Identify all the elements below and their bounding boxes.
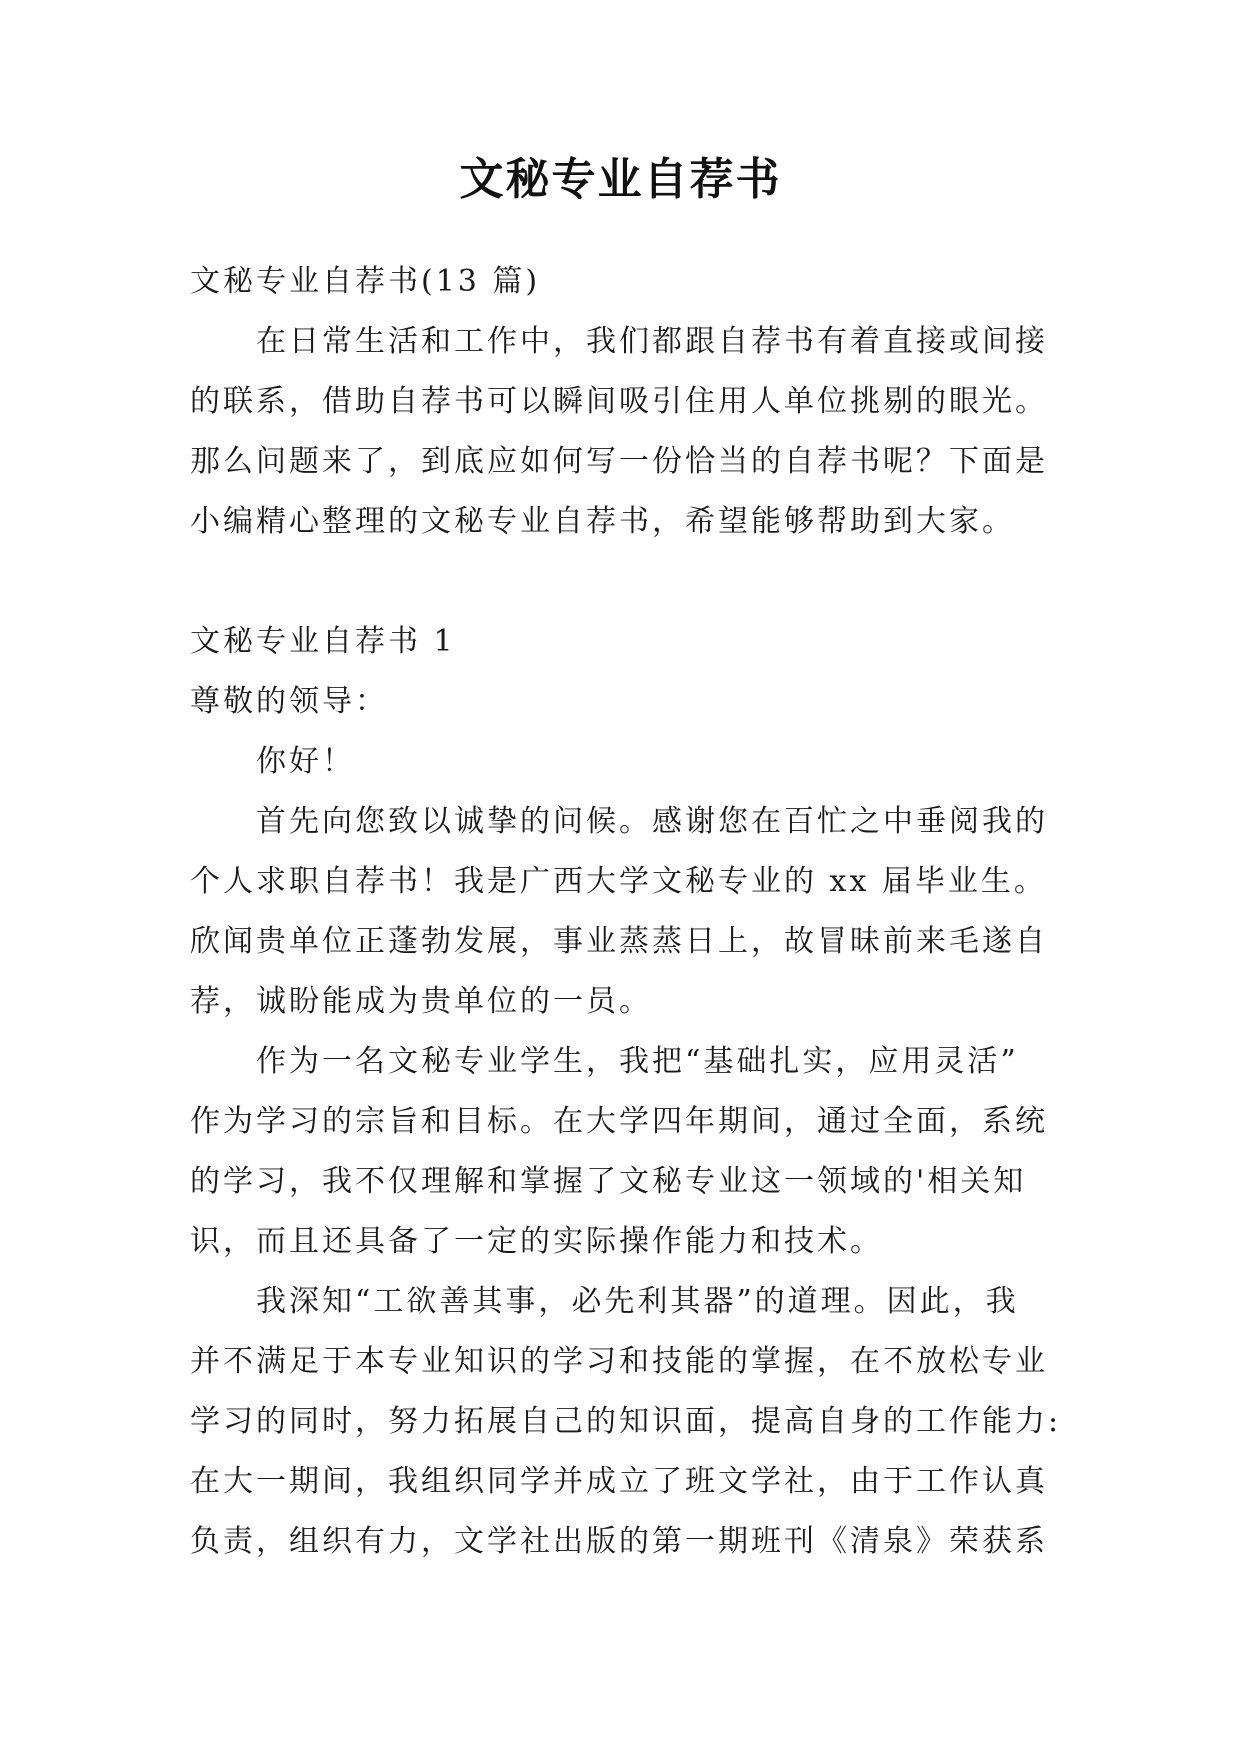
letter-header [190, 612, 1050, 732]
salutation: 尊敬的领导： [190, 684, 388, 719]
paragraph-line: 学习的同时，努力拓展自己的知识面，提高自身的工作能力: [190, 1404, 1062, 1439]
paragraph-line: 在大一期间，我组织同学并成立了班文学社，由于工作认真 [190, 1464, 1048, 1499]
paragraph-line: 欣闻贵单位正蓬勃发展，事业蒸蒸日上，故冒昧前来毛遂自 [190, 924, 1048, 959]
document-subtitle: 文秘专业自荐书(13 篇) [190, 264, 541, 299]
intro-line: 小编精心整理的文秘专业自荐书，希望能够帮助到大家。 [190, 504, 1015, 539]
greeting-paragraph [190, 732, 1050, 792]
paragraph-line: 作为学习的宗旨和目标。在大学四年期间，通过全面，系统 [190, 1104, 1048, 1139]
paragraph-line: 个人求职自荐书！我是广西大学文秘专业的 xx 届毕业生。 [190, 864, 1047, 899]
paragraph-line: 我深知“工欲善其事，必先利其器”的道理。因此，我 [256, 1284, 1019, 1319]
paragraph-1 [190, 792, 1050, 1032]
greeting: 你好！ [256, 744, 355, 779]
subtitle-block [190, 252, 1050, 312]
intro-line: 在日常生活和工作中，我们都跟自荐书有着直接或间接 [256, 324, 1048, 359]
section-gap [190, 552, 1050, 612]
paragraph-2 [190, 1032, 1050, 1272]
section-heading: 文秘专业自荐书 1 [190, 624, 456, 659]
document-body [190, 252, 1062, 1572]
document-title: 文秘专业自荐书 [459, 154, 782, 205]
paragraph-line: 识，而且还具备了一定的实际操作能力和技术。 [190, 1224, 883, 1259]
paragraph-line: 首先向您致以诚挚的问候。感谢您在百忙之中垂阅我的 [256, 804, 1048, 839]
paragraph-line: 作为一名文秘专业学生，我把“基础扎实，应用灵活” [256, 1044, 1019, 1079]
intro-paragraph [190, 312, 1050, 552]
paragraph-line: 负责，组织有力，文学社出版的第一期班刊《清泉》荣获系 [190, 1524, 1048, 1559]
paragraph-3 [190, 1272, 1062, 1572]
paragraph-line: 的学习，我不仅理解和掌握了文秘专业这一领域的'相关知 [190, 1164, 1027, 1199]
paragraph-line: 荐，诚盼能成为贵单位的一员。 [190, 984, 652, 1019]
intro-line: 的联系，借助自荐书可以瞬间吸引住用人单位挑剔的眼光。 [190, 384, 1048, 419]
intro-line: 那么问题来了，到底应如何写一份恰当的自荐书呢？下面是 [190, 444, 1048, 479]
paragraph-line: 并不满足于本专业知识的学习和技能的掌握，在不放松专业 [190, 1344, 1048, 1379]
